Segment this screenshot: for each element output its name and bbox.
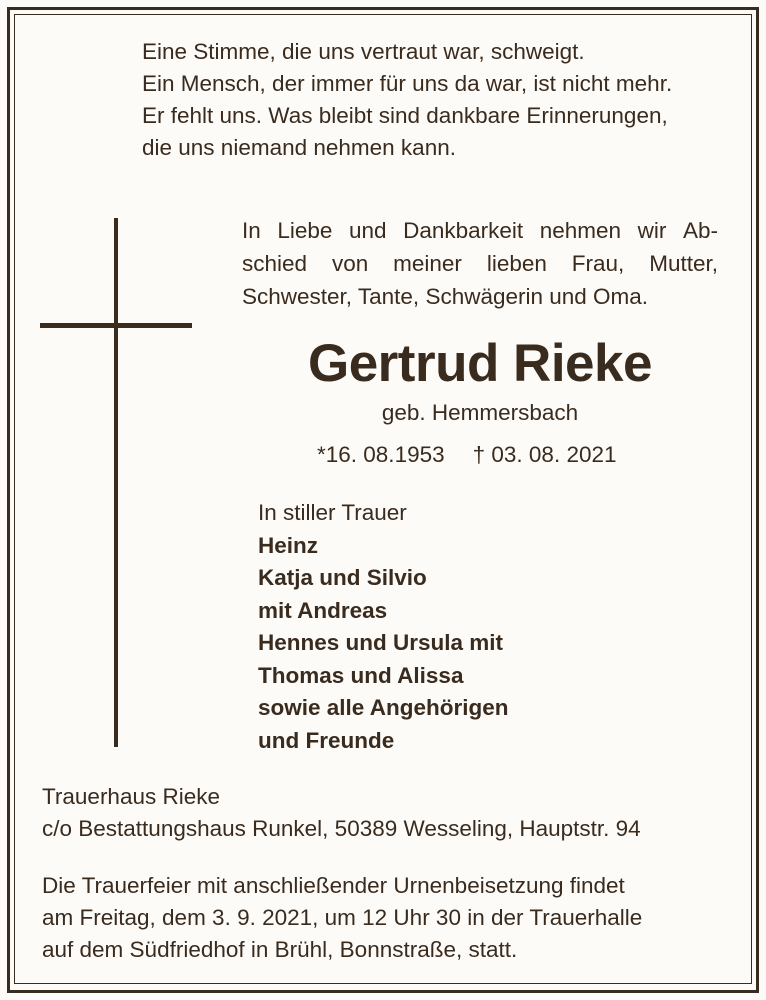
- poem-line: Er fehlt uns. Was bleibt sind dankbare Erinnerungen,: [142, 103, 668, 128]
- poem-line: Eine Stimme, die uns vertraut war, schweigt.: [142, 39, 585, 64]
- address-line: Trauerhaus Rieke: [42, 784, 221, 809]
- intro-word: Dankbarkeit: [403, 218, 524, 243]
- mourning-address: [42, 781, 641, 845]
- poem-line: Ein Mensch, der immer für uns da war, ist nicht mehr.: [142, 71, 673, 96]
- intro-text: [242, 214, 718, 313]
- intro-word: schied: [242, 251, 308, 276]
- intro-word: Mutter,: [649, 251, 718, 276]
- ceremony-info: [42, 870, 642, 966]
- mourner-name: Heinz: [258, 532, 319, 558]
- intro-word: lieben: [486, 251, 547, 276]
- intro-word: von: [331, 251, 369, 276]
- mourner-name: sowie alle Angehörigen: [258, 695, 509, 720]
- cross-icon-bar: [40, 323, 192, 328]
- mourners-heading: In stiller Trauer: [258, 500, 407, 525]
- mourner-name: Katja und Silvio: [258, 565, 427, 590]
- intro-word: wir: [637, 218, 667, 243]
- intro-word: Frau,: [571, 251, 625, 276]
- mourner-name: Thomas und Alissa: [258, 662, 464, 688]
- mourner-name: Hennes und Ursula mit: [258, 630, 504, 655]
- intro-word: Liebe: [277, 218, 333, 243]
- intro-word: nehmen: [539, 218, 622, 243]
- deceased-name: Gertrud Rieke: [307, 334, 652, 393]
- address-line: c/o Bestattungshaus Runkel, 50389 Wesseling, Hauptstr. 94: [42, 816, 641, 841]
- intro-line-2: [242, 247, 718, 280]
- memorial-poem: [142, 36, 742, 164]
- ceremony-line: Die Trauerfeier mit anschließender Urnenbeisetzung findet: [42, 873, 625, 898]
- intro-line-3: Schwester, Tante, Schwägerin und Oma.: [242, 284, 649, 309]
- intro-word: Ab-: [682, 218, 718, 243]
- birth-date: *16. 08.1953: [317, 442, 445, 467]
- mourner-name: mit Andreas: [258, 597, 388, 623]
- life-dates: [317, 440, 617, 470]
- mourner-name: und Freunde: [258, 727, 395, 753]
- cross-icon: [114, 218, 118, 747]
- intro-line-1: [242, 214, 718, 247]
- mourners-list: [258, 497, 508, 757]
- ceremony-line: auf dem Südfriedhof in Brühl, Bonnstraße, statt.: [42, 937, 518, 962]
- death-date: † 03. 08. 2021: [472, 442, 617, 467]
- ceremony-line: am Freitag, dem 3. 9. 2021, um 12 Uhr 30 in der Trauerhalle: [42, 905, 643, 930]
- maiden-name: geb. Hemmersbach: [381, 400, 579, 425]
- intro-word: In: [242, 218, 261, 243]
- poem-line: die uns niemand nehmen kann.: [142, 135, 456, 160]
- intro-word: meiner: [393, 251, 462, 276]
- intro-word: und: [348, 218, 387, 243]
